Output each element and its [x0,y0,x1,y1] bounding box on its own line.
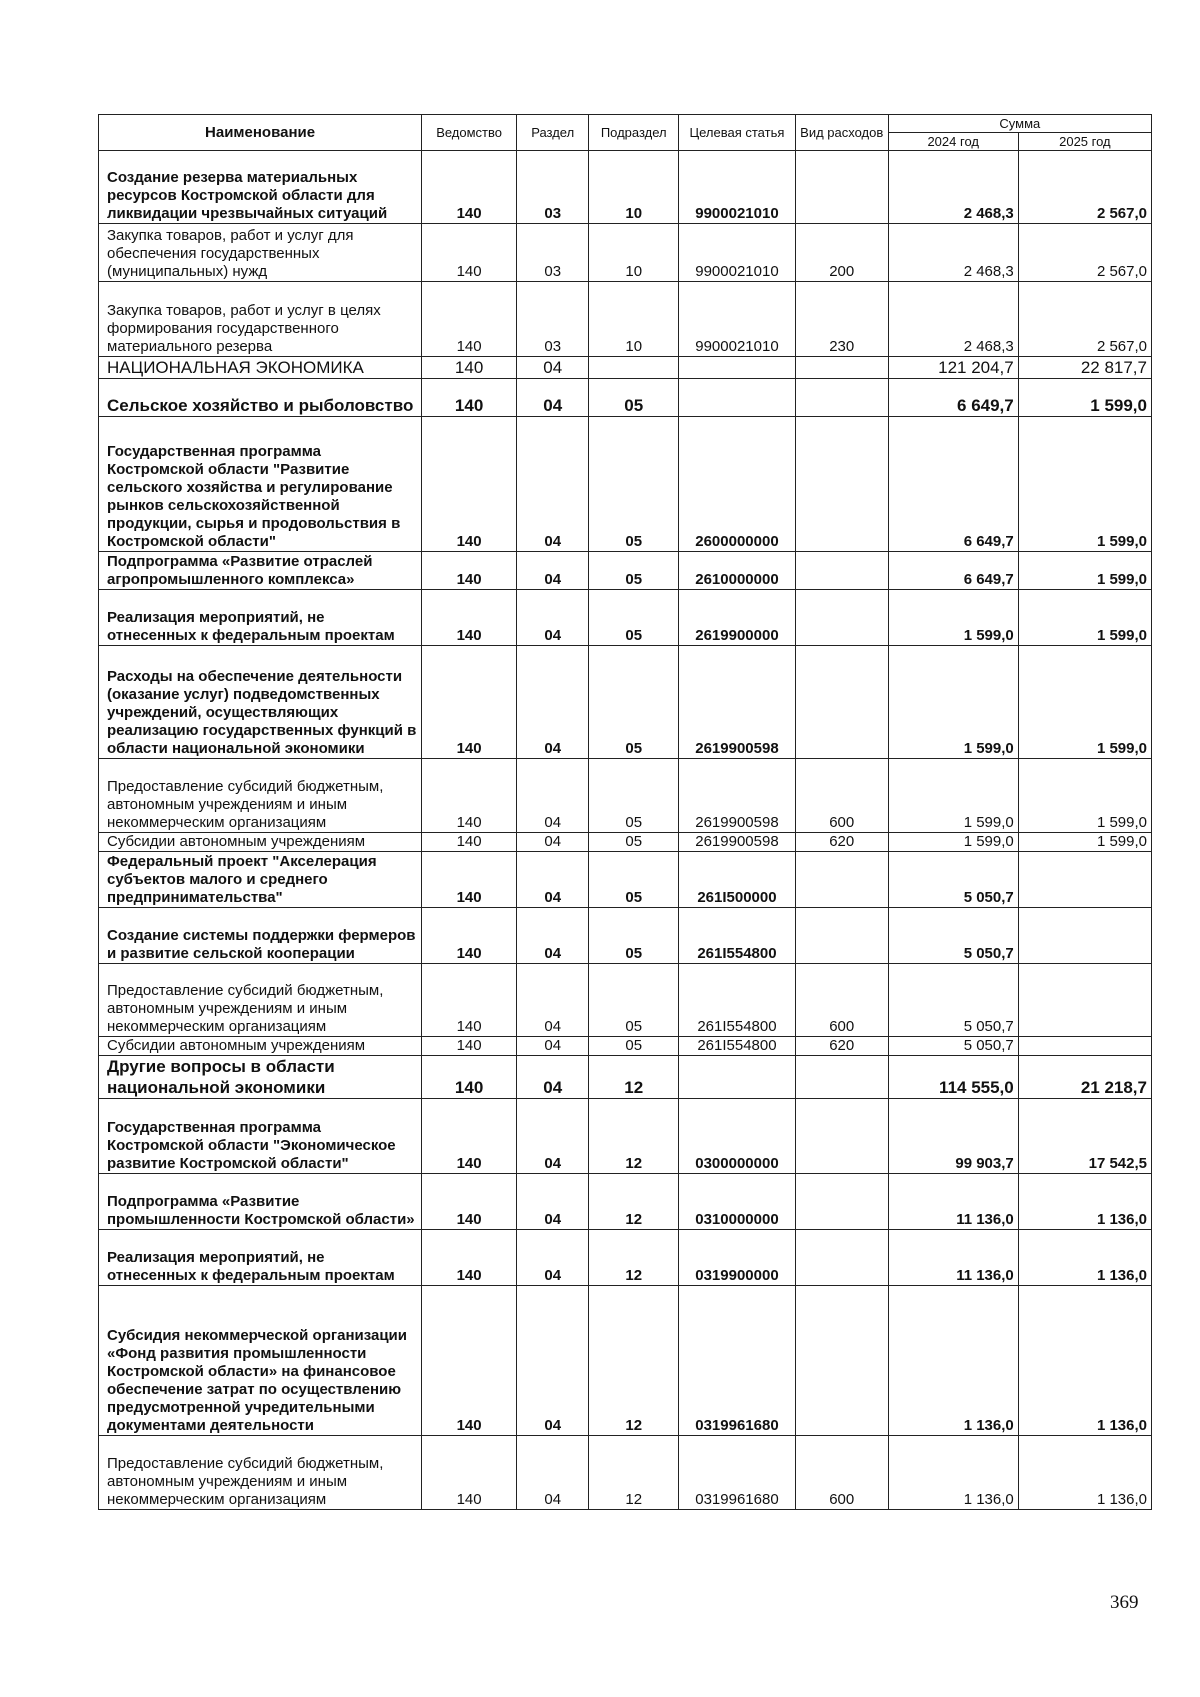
row-target-article: 261I554800 [679,908,796,964]
row-vedomstvo: 140 [422,552,517,590]
row-target-article: 9900021010 [679,151,796,224]
header-sum: Сумма [888,115,1151,133]
row-razdel: 04 [517,552,589,590]
row-name: Создание системы поддержки фермеров и развитие сельской кооперации [99,908,422,964]
row-sum-2024: 2 468,3 [888,151,1018,224]
row-sum-2024: 1 599,0 [888,833,1018,852]
row-target-article: 2619900598 [679,833,796,852]
row-sum-2025: 1 136,0 [1018,1230,1151,1286]
table-row [99,590,1152,646]
table-row [99,759,1152,833]
row-sum-2025: 1 136,0 [1018,1286,1151,1436]
row-name: Сельское хозяйство и рыболовство [99,379,422,417]
row-sum-2024: 6 649,7 [888,379,1018,417]
row-sum-2024: 1 136,0 [888,1436,1018,1510]
row-vedomstvo: 140 [422,224,517,282]
row-name: Расходы на обеспечение деятельности (оказание услуг) подведомственных учреждений, осуществляющих реализацию государственных функций в области национальной экономики [99,646,422,759]
row-podrazdel: 12 [589,1436,679,1510]
row-name: Другие вопросы в области национальной экономики [99,1056,422,1099]
row-podrazdel: 05 [589,852,679,908]
row-podrazdel: 12 [589,1174,679,1230]
row-vedomstvo: 140 [422,151,517,224]
row-podrazdel: 05 [589,1037,679,1056]
row-target-article: 2619900000 [679,590,796,646]
row-expense-type [795,852,888,908]
row-vedomstvo: 140 [422,1436,517,1510]
row-vedomstvo: 140 [422,1174,517,1230]
row-vedomstvo: 140 [422,1230,517,1286]
row-sum-2024: 11 136,0 [888,1230,1018,1286]
row-target-article: 2619900598 [679,646,796,759]
row-sum-2024: 5 050,7 [888,964,1018,1037]
table-row [99,224,1152,282]
row-vedomstvo: 140 [422,282,517,357]
row-name: Государственная программа Костромской области "Развитие сельского хозяйства и регулирование рынков сельскохозяйственной продукции, сырья и продовольствия в Костромской области" [99,417,422,552]
row-name: Подпрограмма «Развитие отраслей агропромышленного комплекса» [99,552,422,590]
row-razdel: 04 [517,964,589,1037]
table-row [99,379,1152,417]
row-expense-type: 620 [795,1037,888,1056]
table-row [99,1174,1152,1230]
row-razdel: 03 [517,224,589,282]
row-vedomstvo: 140 [422,1037,517,1056]
row-sum-2024: 11 136,0 [888,1174,1018,1230]
row-podrazdel: 10 [589,282,679,357]
table-row [99,357,1152,379]
row-expense-type [795,357,888,379]
row-sum-2025: 1 599,0 [1018,417,1151,552]
header-year-2025: 2025 год [1018,133,1151,151]
row-sum-2025: 1 599,0 [1018,833,1151,852]
row-sum-2025: 2 567,0 [1018,151,1151,224]
header-podrazdel: Подраздел [589,115,679,151]
page-number: 369 [1110,1592,1139,1613]
row-expense-type: 230 [795,282,888,357]
row-target-article [679,357,796,379]
row-sum-2024: 121 204,7 [888,357,1018,379]
table-row [99,417,1152,552]
row-sum-2025: 1 136,0 [1018,1436,1151,1510]
row-vedomstvo: 140 [422,759,517,833]
row-target-article [679,379,796,417]
row-sum-2024: 1 599,0 [888,759,1018,833]
row-razdel: 04 [517,833,589,852]
row-razdel: 04 [517,1436,589,1510]
row-razdel: 04 [517,379,589,417]
row-target-article: 9900021010 [679,282,796,357]
table-row [99,1230,1152,1286]
row-razdel: 04 [517,1174,589,1230]
row-sum-2024: 99 903,7 [888,1099,1018,1174]
row-podrazdel: 05 [589,417,679,552]
row-razdel: 04 [517,1286,589,1436]
row-vedomstvo: 140 [422,357,517,379]
row-name: Создание резерва материальных ресурсов Костромской области для ликвидации чрезвычайных ситуаций [99,151,422,224]
row-target-article: 0319900000 [679,1230,796,1286]
row-vedomstvo: 140 [422,852,517,908]
row-sum-2024: 6 649,7 [888,417,1018,552]
row-sum-2025 [1018,1037,1151,1056]
row-podrazdel [589,357,679,379]
row-name: Предоставление субсидий бюджетным, автономным учреждениям и иным некоммерческим организациям [99,964,422,1037]
row-sum-2024: 114 555,0 [888,1056,1018,1099]
row-expense-type [795,1056,888,1099]
table-row [99,852,1152,908]
row-vedomstvo: 140 [422,1286,517,1436]
row-razdel: 04 [517,908,589,964]
row-sum-2024: 1 599,0 [888,646,1018,759]
table-row [99,1436,1152,1510]
header-expense-type: Вид расходов [795,115,888,151]
row-expense-type: 200 [795,224,888,282]
table-row [99,282,1152,357]
row-sum-2024: 5 050,7 [888,908,1018,964]
row-vedomstvo: 140 [422,646,517,759]
row-expense-type [795,379,888,417]
row-sum-2025 [1018,964,1151,1037]
row-expense-type [795,417,888,552]
row-expense-type [795,1230,888,1286]
row-target-article: 0310000000 [679,1174,796,1230]
row-sum-2025: 17 542,5 [1018,1099,1151,1174]
row-sum-2025: 21 218,7 [1018,1056,1151,1099]
row-vedomstvo: 140 [422,833,517,852]
row-target-article: 261I500000 [679,852,796,908]
row-razdel: 03 [517,151,589,224]
row-expense-type: 620 [795,833,888,852]
row-razdel: 04 [517,1099,589,1174]
row-vedomstvo: 140 [422,379,517,417]
header-vedomstvo: Ведомство [422,115,517,151]
row-razdel: 04 [517,1230,589,1286]
row-name: Федеральный проект "Акселерация субъектов малого и среднего предпринимательства" [99,852,422,908]
row-razdel: 04 [517,852,589,908]
row-podrazdel: 12 [589,1099,679,1174]
row-vedomstvo: 140 [422,590,517,646]
header-year-2024: 2024 год [888,133,1018,151]
row-sum-2025: 1 599,0 [1018,759,1151,833]
row-sum-2025: 1 599,0 [1018,646,1151,759]
row-sum-2025: 2 567,0 [1018,282,1151,357]
row-sum-2024: 5 050,7 [888,1037,1018,1056]
table-body [99,151,1152,1510]
row-expense-type [795,1286,888,1436]
row-sum-2025: 1 599,0 [1018,590,1151,646]
row-razdel: 04 [517,1037,589,1056]
row-expense-type: 600 [795,759,888,833]
table-row [99,552,1152,590]
row-expense-type [795,1174,888,1230]
row-target-article: 2619900598 [679,759,796,833]
row-name: Субсидии автономным учреждениям [99,1037,422,1056]
header-name: Наименование [99,115,422,151]
row-podrazdel: 05 [589,908,679,964]
row-expense-type [795,646,888,759]
row-podrazdel: 12 [589,1056,679,1099]
row-podrazdel: 05 [589,833,679,852]
table-row [99,833,1152,852]
row-sum-2025: 1 599,0 [1018,379,1151,417]
row-target-article: 2610000000 [679,552,796,590]
row-razdel: 04 [517,1056,589,1099]
row-sum-2025: 2 567,0 [1018,224,1151,282]
row-sum-2025 [1018,908,1151,964]
table-row [99,1099,1152,1174]
row-vedomstvo: 140 [422,1099,517,1174]
row-name: Субсидии автономным учреждениям [99,833,422,852]
row-sum-2025 [1018,852,1151,908]
row-razdel: 04 [517,357,589,379]
row-razdel: 04 [517,646,589,759]
row-sum-2025: 1 599,0 [1018,552,1151,590]
row-podrazdel: 05 [589,379,679,417]
row-name: Реализация мероприятий, не отнесенных к федеральным проектам [99,1230,422,1286]
row-podrazdel: 10 [589,151,679,224]
row-podrazdel: 10 [589,224,679,282]
row-expense-type [795,151,888,224]
table-row [99,964,1152,1037]
table-row [99,1286,1152,1436]
row-sum-2024: 5 050,7 [888,852,1018,908]
row-target-article: 0300000000 [679,1099,796,1174]
row-vedomstvo: 140 [422,964,517,1037]
row-sum-2025: 22 817,7 [1018,357,1151,379]
row-target-article: 0319961680 [679,1436,796,1510]
row-name: Реализация мероприятий, не отнесенных к федеральным проектам [99,590,422,646]
row-name: Закупка товаров, работ и услуг в целях формирования государственного материального резерва [99,282,422,357]
row-expense-type [795,908,888,964]
row-razdel: 04 [517,590,589,646]
row-podrazdel: 05 [589,590,679,646]
row-target-article: 0319961680 [679,1286,796,1436]
row-podrazdel: 12 [589,1286,679,1436]
row-expense-type [795,552,888,590]
table-row [99,908,1152,964]
row-vedomstvo: 140 [422,1056,517,1099]
row-expense-type: 600 [795,964,888,1037]
header-razdel: Раздел [517,115,589,151]
row-sum-2025: 1 136,0 [1018,1174,1151,1230]
row-podrazdel: 12 [589,1230,679,1286]
row-sum-2024: 2 468,3 [888,282,1018,357]
row-expense-type: 600 [795,1436,888,1510]
row-target-article: 261I554800 [679,1037,796,1056]
row-target-article: 2600000000 [679,417,796,552]
table-header [99,115,1152,151]
row-vedomstvo: 140 [422,908,517,964]
header-target-article: Целевая статья [679,115,796,151]
row-podrazdel: 05 [589,552,679,590]
row-sum-2024: 2 468,3 [888,224,1018,282]
row-podrazdel: 05 [589,759,679,833]
table-row [99,1056,1152,1099]
row-target-article: 261I554800 [679,964,796,1037]
row-vedomstvo: 140 [422,417,517,552]
row-podrazdel: 05 [589,646,679,759]
row-name: Предоставление субсидий бюджетным, автономным учреждениям и иным некоммерческим организациям [99,759,422,833]
table-row [99,1037,1152,1056]
row-name: Субсидия некоммерческой организации «Фонд развития промышленности Костромской области» на финансовое обеспечение затрат по осуществлению предусмотренной учредительными документами деятельности [99,1286,422,1436]
row-name: Государственная программа Костромской области "Экономическое развитие Костромской области" [99,1099,422,1174]
table-row [99,646,1152,759]
row-name: Закупка товаров, работ и услуг для обеспечения государственных (муниципальных) нужд [99,224,422,282]
row-target-article: 9900021010 [679,224,796,282]
row-podrazdel: 05 [589,964,679,1037]
row-name: Предоставление субсидий бюджетным, автономным учреждениям и иным некоммерческим организациям [99,1436,422,1510]
row-sum-2024: 1 136,0 [888,1286,1018,1436]
row-sum-2024: 6 649,7 [888,552,1018,590]
row-expense-type [795,1099,888,1174]
row-name: Подпрограмма «Развитие промышленности Костромской области» [99,1174,422,1230]
row-sum-2024: 1 599,0 [888,590,1018,646]
row-name: НАЦИОНАЛЬНАЯ ЭКОНОМИКА [99,357,422,379]
table-row [99,151,1152,224]
budget-table [98,114,1152,1510]
row-razdel: 04 [517,417,589,552]
row-razdel: 03 [517,282,589,357]
row-razdel: 04 [517,759,589,833]
row-expense-type [795,590,888,646]
row-target-article [679,1056,796,1099]
